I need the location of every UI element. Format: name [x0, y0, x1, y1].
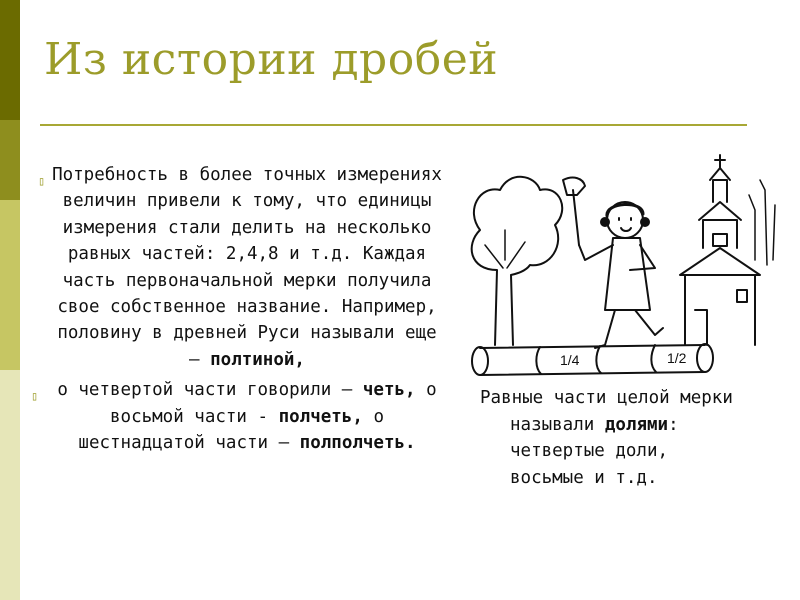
term-polchet: полчеть,: [278, 406, 363, 427]
term-chet: четь,: [362, 380, 416, 401]
church-icon: [680, 155, 760, 345]
title-underline: [40, 124, 747, 126]
caption-line: четвертые доли,: [510, 441, 669, 461]
tree-icon: [472, 177, 563, 345]
illustration-woodcutter: [455, 150, 785, 385]
left-accent-bar: [0, 0, 20, 600]
caption-line: восьмые и т.д.: [510, 467, 658, 488]
bullet-fragment: о восьмой части -: [110, 380, 437, 427]
bullet-list: [33, 162, 445, 456]
person-icon: [579, 202, 663, 348]
caption-fragment: :: [668, 414, 679, 435]
term-polpolchet: полполчеть.: [299, 433, 416, 454]
caption-fragment: называли: [510, 414, 595, 435]
bullet-icon: ▯: [31, 389, 39, 404]
bullet-text: [33, 162, 445, 373]
axe-icon: [563, 178, 585, 245]
label-quarter: 1/4: [560, 352, 580, 368]
bullet-text: [33, 377, 445, 456]
label-half: 1/2: [667, 350, 687, 366]
accent-bar-segment: [0, 200, 20, 370]
accent-bar-segment: [0, 0, 20, 120]
bullet-body: Потребность в более точных измерениях величин привели к тому, что единицы измерения стали делить на несколько равных частей: 2,4,8 и т.д. Каждая часть первоначальной мерки получила свое собственное название. Например, половину в древней Руси называли еще –: [52, 165, 442, 370]
caption-line: [480, 412, 785, 439]
bullet-fragment: о четвертой части говорили –: [57, 380, 353, 401]
slide-title: Из истории дробей: [44, 34, 499, 85]
caption-dolya: [480, 385, 785, 491]
term-poltina: полтиной,: [210, 349, 305, 370]
caption-line: Равные части целой мерки: [480, 388, 733, 408]
bullet-fragment: о шестнадцатой части –: [78, 406, 384, 454]
accent-bar-segment: [0, 370, 20, 600]
bullet-item: [33, 377, 445, 456]
term-doli: долями: [604, 414, 669, 435]
bullet-item: [33, 162, 445, 373]
accent-bar-segment: [0, 120, 20, 200]
bullet-icon: ▯: [38, 174, 46, 188]
